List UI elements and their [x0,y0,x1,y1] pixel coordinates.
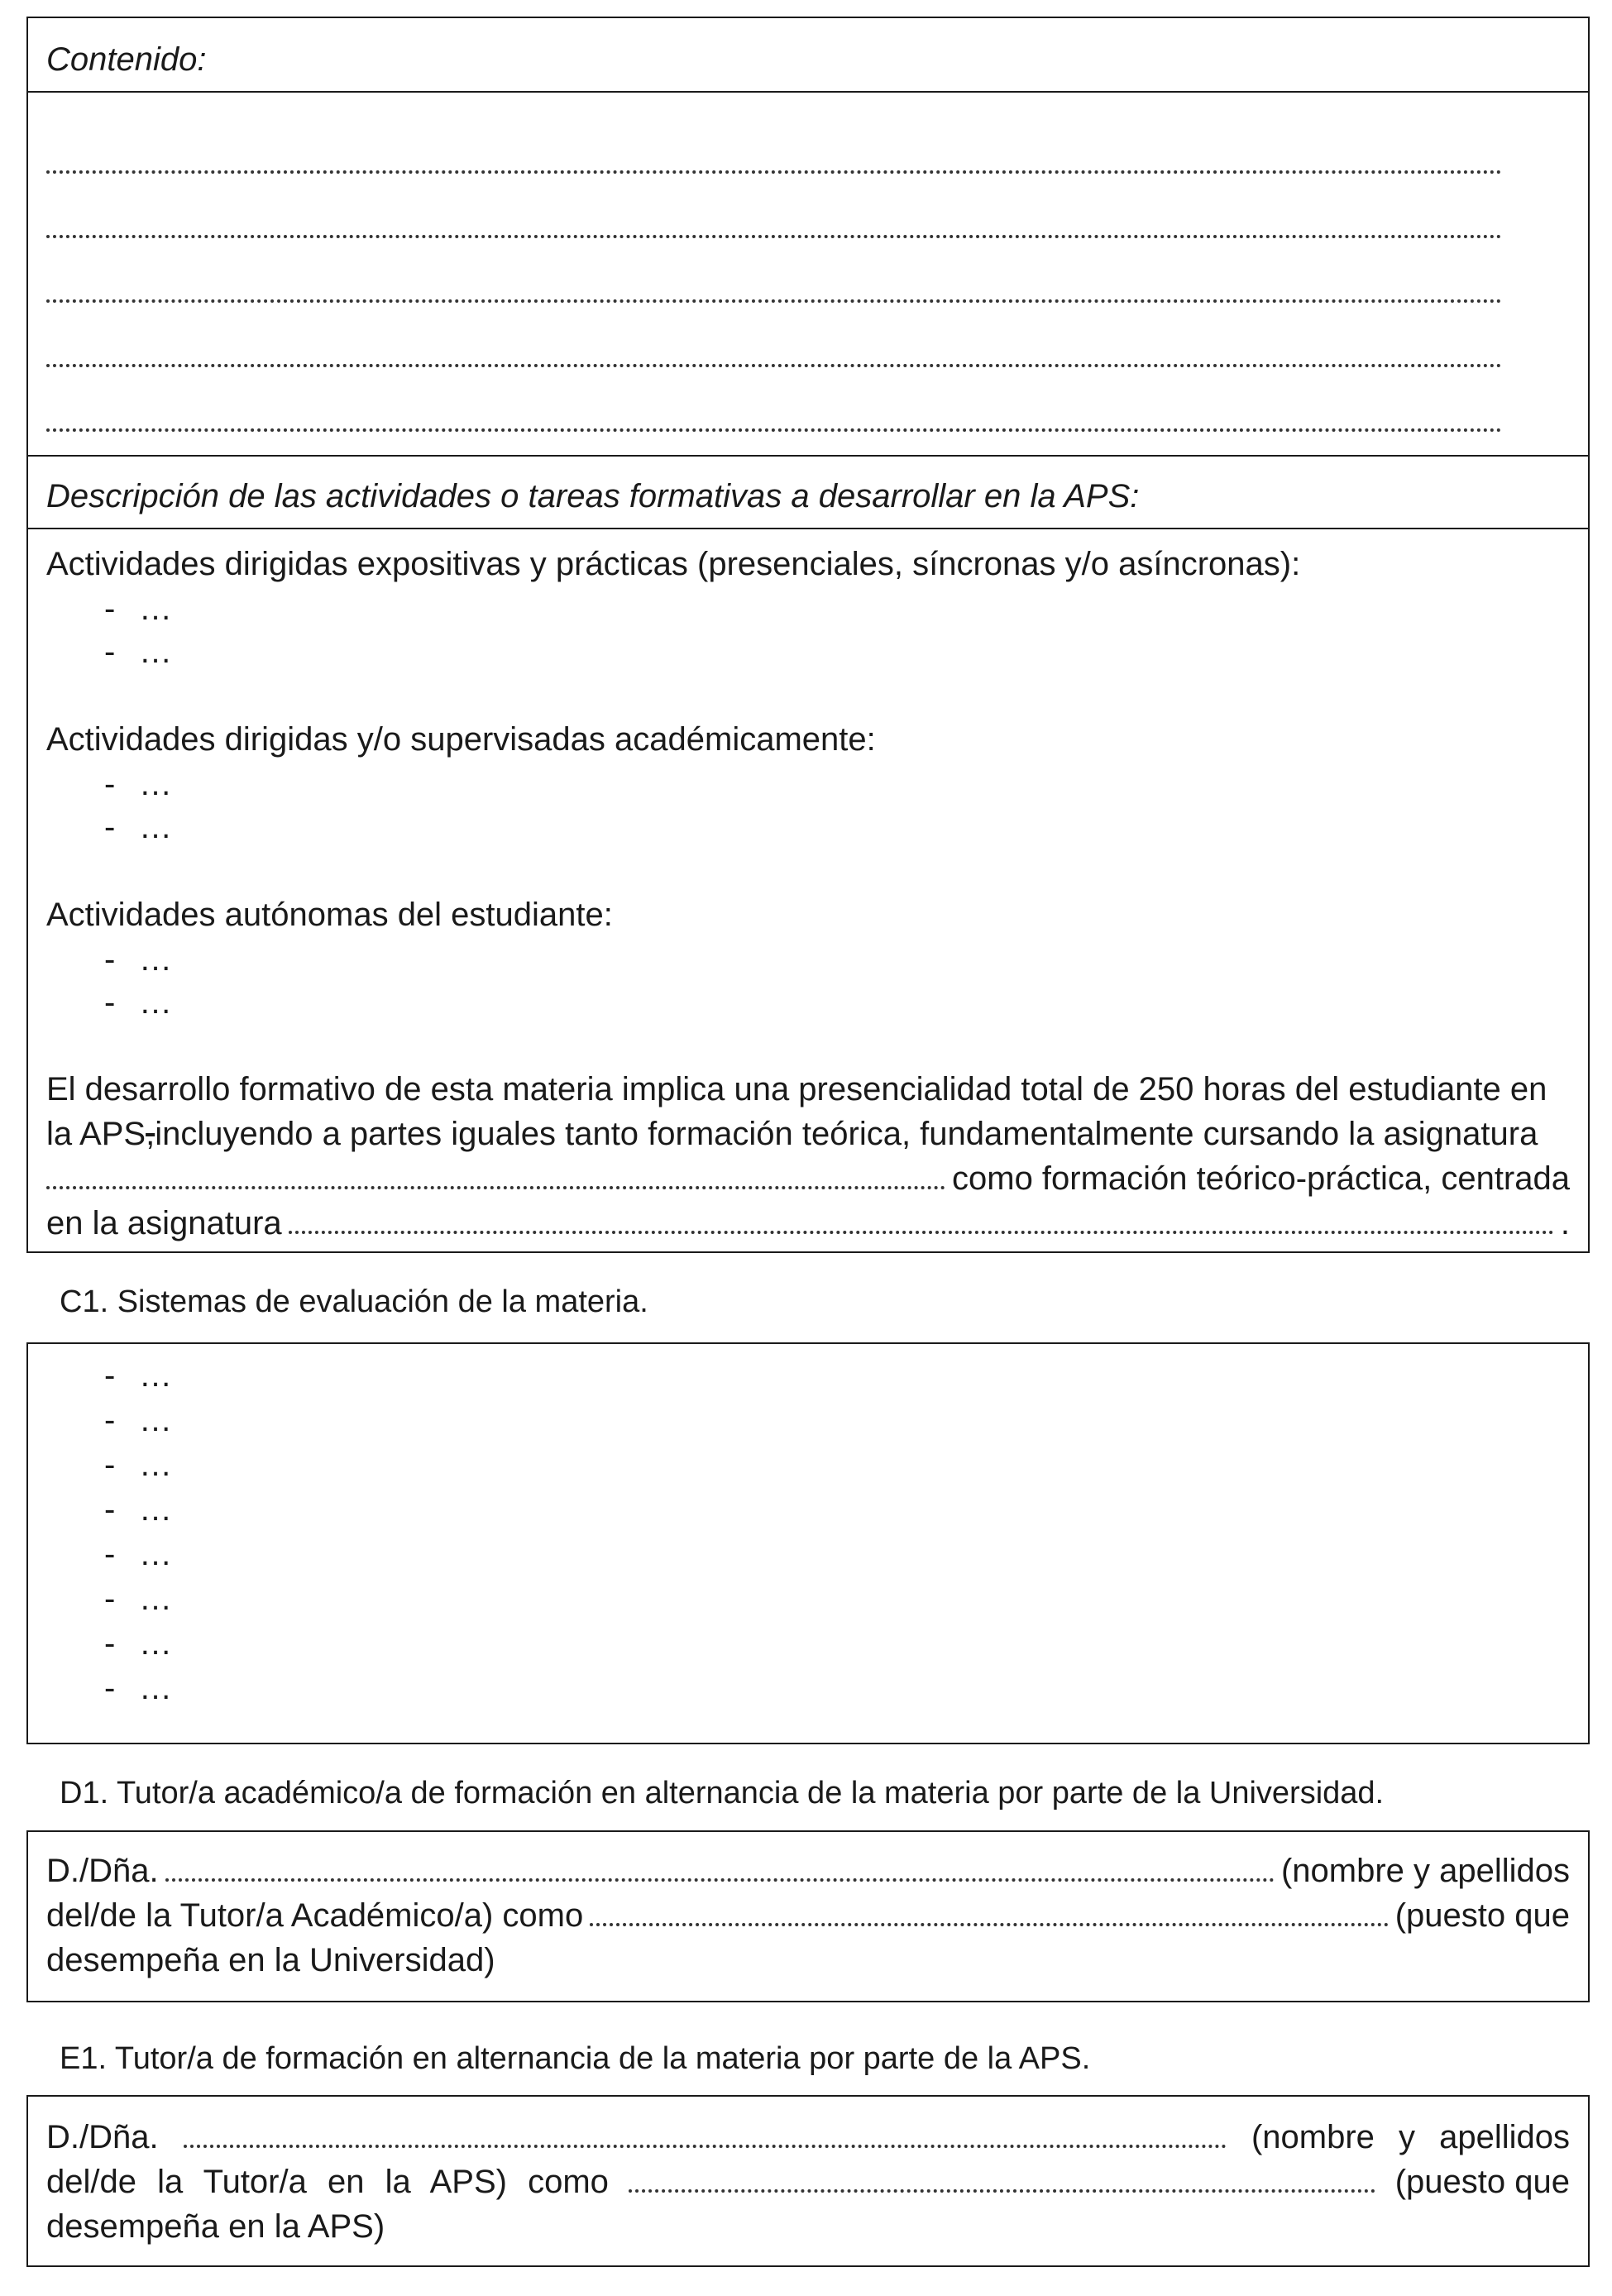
aps-tutor-name-fill[interactable] [184,2115,1227,2148]
aps-line-3: desempeña en la APS) [46,2208,385,2245]
academic-tutor-box [26,1830,1590,2002]
group-title-2: Actividades dirigidas y/o supervisadas académicamente: [46,721,876,758]
evaluation-item-5: - … [104,1536,172,1572]
description-body-row [28,528,1588,1255]
aps-line-1: D./Dña. (nombre y apellidos [46,2115,1570,2160]
subject-theory-fill[interactable] [46,1156,945,1189]
evaluation-heading: C1. Sistemas de evaluación de la materia. [60,1284,648,1319]
aps-tutor-heading: E1. Tutor/a de formación en alternancia de la materia por parte de la APS. [60,2041,1091,2076]
academic-line-1: D./Dña. (nombre y apellidos [46,1849,1570,1893]
paragraph-line-2: la APS , incluyendo a partes iguales tanto formación teórica, fundamentalmente cursando la asignatura [46,1116,1538,1152]
paragraph-line-1: El desarrollo formativo de esta materia implica una presencialidad total de 250 horas del estudiante en [46,1071,1547,1107]
aps-tutor-paragraph [46,2115,1570,2249]
evaluation-item-7: - … [104,1625,172,1662]
group-2-item-1: - … [104,766,172,802]
description-header-row [28,455,1588,528]
presence-paragraph [46,1067,1570,1246]
evaluation-item-6: - … [104,1581,172,1617]
group-3-item-2: - … [104,984,172,1021]
content-fill-line-3[interactable] [46,296,1502,303]
group-title-3: Actividades autónomas del estudiante: [46,897,613,933]
content-label: Contenido: [46,41,207,78]
group-2-item-2: - … [104,809,172,845]
description-label: Descripción de las actividades o tareas formativas a desarrollar en la APS: [46,478,1140,514]
aps-tutor-box [26,2095,1590,2267]
subject-practice-fill[interactable] [289,1201,1554,1234]
paragraph-line-3: como formación teórico-práctica, centrada [46,1156,1570,1201]
aps-tutor-position-fill[interactable] [629,2160,1375,2193]
academic-tutor-heading: D1. Tutor/a académico/a de formación en alternancia de la materia por parte de la Universidad. [60,1776,1385,1810]
group-title-1: Actividades dirigidas expositivas y prácticas (presenciales, síncronas y/o asíncronas): [46,546,1301,582]
group-1-item-1: - … [104,591,172,627]
content-fill-line-4[interactable] [46,361,1502,367]
content-fill-line-1[interactable] [46,167,1502,174]
evaluation-item-4: - … [104,1491,172,1528]
content-fill-line-2[interactable] [46,232,1502,238]
content-header-row [28,18,1588,91]
academic-line-2: del/de la Tutor/a Académico/a) como (puesto que [46,1893,1570,1938]
academic-tutor-position-fill[interactable] [590,1893,1388,1926]
evaluation-item-8: - … [104,1670,172,1706]
content-body-row [28,91,1588,455]
content-fill-line-5[interactable] [46,425,1502,432]
aps-line-2: del/de la Tutor/a en la APS) como (puesto que [46,2160,1570,2204]
evaluation-box [26,1342,1590,1744]
academic-tutor-paragraph [46,1849,1570,1983]
group-1-item-2: - … [104,634,172,670]
evaluation-item-3: - … [104,1447,172,1483]
evaluation-item-1: - … [104,1357,172,1394]
academic-line-3: desempeña en la Universidad) [46,1942,495,1978]
content-description-table [26,17,1590,1253]
academic-tutor-name-fill[interactable] [165,1849,1275,1882]
group-3-item-1: - … [104,941,172,978]
evaluation-item-2: - … [104,1402,172,1438]
paragraph-line-4: en la asignatura . [46,1201,1570,1246]
